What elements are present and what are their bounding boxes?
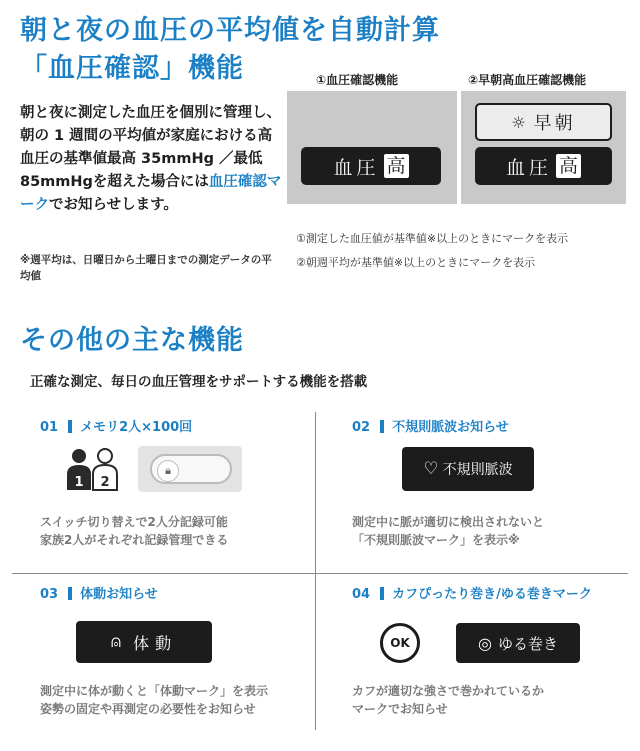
ok-cuff-icon: OK [380,623,420,663]
loose-cuff-badge [456,623,580,663]
user-pair-icon [64,446,120,492]
heading-bar [380,420,384,433]
heading-line-2: 「血圧確認」機能 [20,53,244,84]
bp-badge-high: 高 [384,154,409,178]
user-switch[interactable] [138,446,242,492]
feature-03-desc-line-1: 測定中に体が動くと「体動マーク」を表示 [40,684,269,698]
feature-04-title: カフぴったり巻き/ゆる巻きマーク [392,587,592,602]
panel-note-1: ①測定した血圧値が基準値※以上のときにマークを表示 [296,232,569,245]
intro-footnote: ※週平均は、日曜日から土曜日までの測定データの平均値 [20,254,272,282]
feature-03-number: 03 [40,587,59,602]
panel-label-2: ②早朝高血圧確認機能 [468,73,587,87]
grid-divider-vertical [315,412,316,730]
bp-high-badge [301,147,441,185]
panel-note-2: ②朝週平均が基準値※以上のときにマークを表示 [296,256,536,269]
grid-divider-horizontal [12,573,628,574]
feature-03-desc [40,682,268,718]
intro-text [20,102,282,217]
intro-highlight: 血圧確認マーク [20,174,282,213]
feature-01-title: メモリ2人×100回 [80,420,193,435]
bp-badge-label-2: 血圧 [505,156,552,179]
intro-text-before: 朝と夜に測定した血圧を個別に管理し、朝の 1 週間の平均値が家庭における高血圧の基準値最高 35mmHg ／最低 85mmHgを超えた場合には [20,105,281,190]
morning-bp-panel [461,91,626,204]
morning-badge [475,103,612,141]
feature-01-heading [40,416,192,435]
body-motion-label: 体動 [133,633,178,653]
heading-line-1: 朝と夜の血圧の平均値を自動計算 [20,15,440,46]
feature-02-desc-line-1: 測定中に脈が適切に検出されないと [352,515,545,529]
loose-cuff-label: ゆる巻き [497,634,558,653]
lock-icon: 🔒︎ [157,460,179,482]
feature-02-heading [352,416,509,435]
feature-02-desc-line-2: 「不規則脈波マーク」を表示※ [352,533,520,547]
feature-01-desc-line-2: 家族2人がそれぞれ記録管理できる [40,533,229,547]
bp-check-panel [287,91,457,204]
feature-02-number: 02 [352,420,371,435]
irregular-pulse-label: 不規則脈波 [442,462,513,478]
feature-03-desc-line-2: 姿勢の固定や再測定の必要性をお知らせ [40,702,256,716]
bp-badge-high-2: 高 [556,154,581,178]
feature-04-desc-line-2: マークでお知らせ [352,702,448,716]
irregular-pulse-badge [402,447,534,491]
user-switch-track [150,454,232,484]
morning-badge-label: 早朝 [533,113,576,134]
heading-bar [68,587,72,600]
feature-02-title: 不規則脈波お知らせ [392,420,509,435]
feature-04-desc-line-1: カフが適切な強さで巻かれているか [352,684,545,698]
bp-badge-label: 血圧 [333,156,380,179]
ring-icon: ◎ [478,633,492,653]
panel-label-1: ①血圧確認機能 [316,73,399,87]
svg-text:1: 1 [74,475,84,490]
feature-03-heading [40,583,158,602]
other-features-subtitle: 正確な測定、毎日の血圧管理をサポートする機能を搭載 [30,374,368,390]
person-icon: ⍝ [110,632,122,652]
feature-03-title: 体動お知らせ [80,587,158,602]
feature-04-number: 04 [352,587,371,602]
feature-01-number: 01 [40,420,59,435]
heart-icon: ♡ [423,459,439,479]
body-motion-badge [76,621,212,663]
sun-icon: ☼ [511,112,526,132]
feature-04-heading [352,583,592,602]
feature-01-desc-line-1: スイッチ切り替えで2人分記録可能 [40,515,228,529]
heading-bar [380,587,384,600]
feature-01-desc [40,513,228,549]
bp-high-badge-2 [475,147,612,185]
intro-text-after: でお知らせします。 [49,197,178,213]
svg-text:2: 2 [100,475,110,490]
heading-bar [68,420,72,433]
feature-02-desc [352,513,544,549]
other-features-title: その他の主な機能 [20,325,244,356]
feature-04-desc [352,682,544,718]
